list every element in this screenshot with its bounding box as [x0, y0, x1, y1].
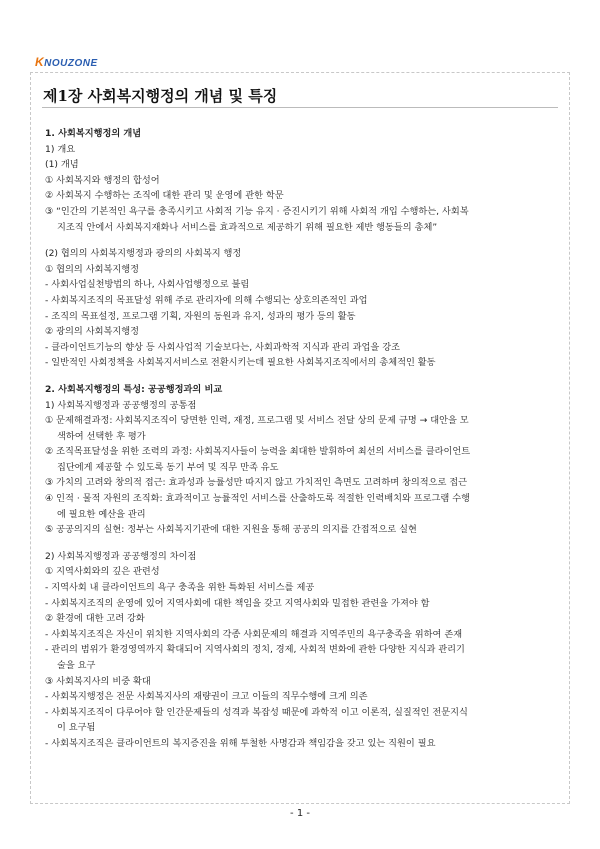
text-line: ① 문제해결과정: 사회복지조직이 당면한 인력, 재정, 프로그램 및 서비스 전달 상의 문제 규명 → 대안을 모 — [45, 415, 469, 427]
chapter-title: 제1장 사회복지행정의 개념 및 특징 — [43, 87, 278, 105]
text-line: 술을 요구 — [57, 660, 96, 671]
text-line: - 사회복지조직은 클라이언트의 복지증진을 위해 투철한 사명감과 책임감을 갖고 있는 직원이 필요 — [45, 737, 436, 749]
text-line: ① 협의의 사회복지행정 — [45, 263, 139, 275]
text-line: ② 사회복지 수행하는 조직에 대한 관리 및 운영에 관한 학문 — [45, 190, 284, 202]
text-line: ③ 가치의 고려와 창의적 접근: 효과성과 능률성만 따지지 않고 가치적인 측면도 고려하며 창의적으로 접근 — [45, 477, 468, 489]
spacer — [45, 371, 560, 382]
text-line: - 사회사업실천방법의 하나, 사회사업행정으로 불림 — [45, 279, 250, 291]
text-line: 지조직 안에서 사회복지재화나 서비스를 효과적으로 제공하기 위해 필요한 제반 행동들의 총체” — [57, 221, 438, 233]
text-line: 1) 개요 — [45, 143, 76, 155]
spacer — [45, 235, 560, 246]
text-line: ② 조직목표달성을 위한 조력의 과정: 사회복지사들이 능력을 최대한 발휘하여 최선의 서비스를 클라이언트 — [45, 446, 471, 458]
spacer — [45, 538, 560, 549]
section-heading: 1. 사회복지행정의 개념 — [45, 128, 142, 139]
text-line: ④ 인적 · 물적 자원의 조직화: 효과적이고 능률적인 서비스를 산출하도록 적절한 인력배치와 프로그램 수행 — [45, 493, 470, 505]
text-line: ③ “인간의 기본적인 욕구를 충족시키고 사회적 기능 유지 · 증진시키기 위해 사회적 개입 수행하는, 사회복 — [45, 205, 469, 217]
document-body — [45, 126, 560, 752]
text-line: 1) 사회복지행정과 공공행정의 공통점 — [45, 399, 197, 411]
page-number: - 1 - — [290, 808, 310, 819]
title-divider — [42, 107, 558, 108]
text-line: - 사회복지조직의 운영에 있어 지역사회에 대한 책임을 갖고 지역사회와 밀접한 관련을 가져야 함 — [45, 597, 430, 609]
text-line: ② 광의의 사회복지행정 — [45, 326, 139, 338]
text-line: - 사회복지행정은 전문 사회복지사의 재량권이 크고 이들의 직무수행에 크게 의존 — [45, 691, 368, 703]
text-line: ② 환경에 대한 고려 강화 — [45, 613, 145, 625]
text-line: - 클라이언트기능의 향상 등 사회사업적 기술보다는, 사회과학적 지식과 관리 과업을 강조 — [45, 341, 400, 353]
section-heading: 2. 사회복지행정의 특성: 공공행정과의 비교 — [45, 383, 223, 395]
text-line: ① 지역사회와의 깊은 관련성 — [45, 566, 160, 578]
text-line: 집단에게 제공할 수 있도록 동기 부여 및 직무 만족 유도 — [57, 461, 279, 473]
text-line: (2) 협의의 사회복지행정과 광의의 사회복지 행정 — [45, 248, 242, 260]
text-line: - 지역사회 내 클라이언트의 욕구 충족을 위한 특화된 서비스를 제공 — [45, 582, 315, 594]
text-line: ① 사회복지와 행정의 합성어 — [45, 174, 160, 186]
text-line: - 일반적인 사회정책을 사회복지서비스로 전환시키는데 필요한 사회복지조직에서의 총체적인 활동 — [45, 357, 436, 369]
text-line: 에 필요한 예산을 관리 — [57, 508, 146, 520]
text-line: - 사회복지조직이 다루어야 할 인간문제들의 성격과 복잡성 때문에 과학적 이고 이론적, 실질적인 전문지식 — [45, 706, 468, 718]
text-line: ③ 사회복지사의 비중 확대 — [45, 675, 151, 687]
text-line: 이 요구됨 — [57, 722, 96, 734]
text-line: 2) 사회복지행정과 공공행정의 차이점 — [45, 550, 197, 562]
text-line: - 관리의 범위가 환경영역까지 확대되어 지역사회의 정치, 경제, 사회적 변화에 관한 다양한 지식과 관리기 — [45, 644, 465, 656]
text-line: - 사회복지조직은 자신이 위치한 지역사회의 각종 사회문제의 해결과 지역주민의 욕구충족을 위하여 존재 — [45, 628, 463, 640]
knouzone-logo: KNOUZONE — [35, 55, 98, 69]
text-line: - 조직의 목표설정, 프로그램 기획, 자원의 동원과 유지, 성과의 평가 등의 활동 — [45, 310, 356, 322]
text-line: (1) 개념 — [45, 159, 79, 171]
text-line: - 사회복지조직의 목표달성 위해 주로 관리자에 의해 수행되는 상호의존적인 과업 — [45, 294, 368, 306]
text-line: ⑤ 공공의지의 실현: 정부는 사회복지기관에 대한 지원을 통해 공공의 의지를 간접적으로 실현 — [45, 524, 417, 536]
text-line: 색하여 선택한 후 평가 — [57, 430, 146, 442]
